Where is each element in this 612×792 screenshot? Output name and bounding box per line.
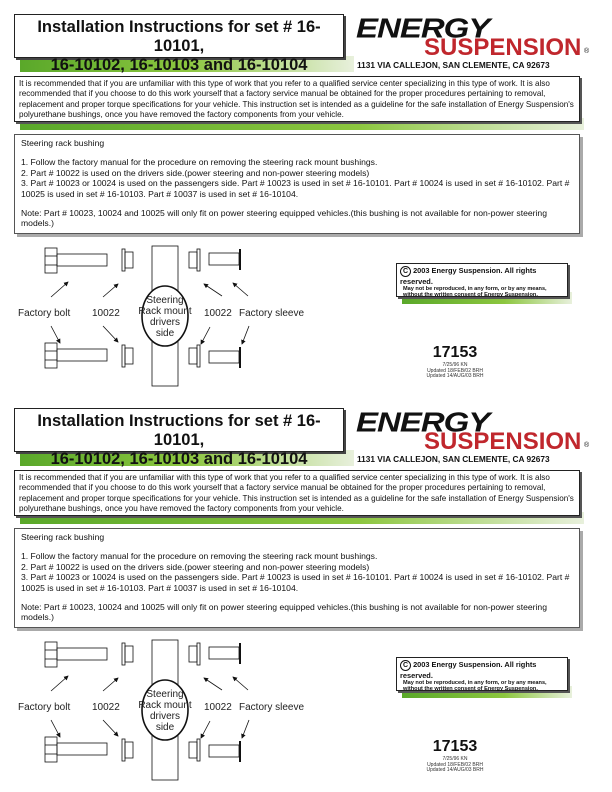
label-part-left: 10022 [92, 308, 120, 319]
bushing-10022-left [122, 249, 133, 367]
logo-word-energy: ENERGY [356, 12, 490, 44]
part-number: 17153 [432, 738, 478, 755]
registered-mark: ® [584, 442, 590, 449]
factory-bolt-top [45, 642, 107, 667]
copyright-line-2: May not be reproduced, in any form, or by any means, [403, 680, 547, 686]
energy-suspension-logo [356, 12, 596, 62]
title-line-2: 16-10102, 16-10103 and 16-10104 [50, 450, 308, 468]
center-label-1: Steering [146, 295, 184, 306]
label-part-right: 10022 [204, 308, 232, 319]
center-label-2: Rack mount [138, 306, 192, 317]
center-label-2: Rack mount [138, 700, 192, 711]
factory-bolt-top [45, 248, 107, 273]
part-number: 17153 [432, 344, 478, 361]
step-1: 1. Follow the factory manual for the procedure on removing the steering rack mount bushings. [21, 551, 378, 562]
center-label-4: side [155, 722, 175, 733]
instruction-sheet [0, 394, 612, 788]
label-part-right: 10022 [204, 702, 232, 713]
revision-history [400, 757, 510, 774]
revision-3: Updated 14/AUG/03 BRH [426, 373, 484, 380]
center-label-4: side [155, 328, 175, 339]
center-label-3: drivers [149, 711, 181, 722]
note: Note: Part # 10023, 10024 and 10025 will only fit on power steering equipped vehicles.(this bushing is not available for non-power steering models.) [21, 208, 547, 229]
instructions-box [14, 134, 580, 234]
step-2: 2. Part # 10022 is used on the drivers side.(power steering and non-power steering models) [21, 167, 370, 178]
label-factory-sleeve: Factory sleeve [239, 702, 305, 713]
company-address: 1131 VIA CALLEJON, SAN CLEMENTE, CA 92673 [357, 454, 550, 464]
revision-1: 7/25/96 KN [442, 362, 468, 368]
revision-history [400, 363, 510, 380]
section-title: Steering rack bushing [21, 532, 105, 542]
title-line-2: 16-10102, 16-10103 and 16-10104 [50, 56, 308, 74]
revision-1: 7/25/96 KN [442, 756, 468, 762]
copyright-notice [396, 263, 568, 297]
logo-word-suspension: SUSPENSION [424, 34, 582, 61]
section-title: Steering rack bushing [21, 138, 105, 148]
copyright-icon: C [400, 660, 411, 671]
copyright-line-3: without the written consent of Energy Suspension. [403, 686, 538, 693]
step-3: 3. Part # 10023 or 10024 is used on the passengers side. Part # 10023 is used in set # 16-10101. Part # 10024 is used in set # 16-10102. Part # 10025 is used in set # 16-10103. Part # 10037 is used in set # 16-10104. [21, 178, 570, 199]
copyright-line-1: 2003 Energy Suspension. All rights reserved. [400, 660, 537, 680]
revision-2: Updated 18/FEB/02 BRH [427, 367, 483, 374]
intro-disclaimer: It is recommended that if you are unfamiliar with this type of work that you refer to a qualified service center specializing in this type of work. It is also recommended that if you choose to do this work yourself that a factory service manual be obtained for the proper procedures pertaining to removal, replacement and proper torque specifications for your vehicle. This instruction set is intended as a guideline for the safe installation of Energy Suspension's polyurethane bushings, once you have removed the factory components from your vehicle. [14, 470, 580, 516]
exploded-diagram [0, 638, 380, 783]
energy-suspension-logo [356, 406, 596, 456]
bushing-10022-left [122, 643, 133, 761]
center-label-3: drivers [149, 317, 181, 328]
factory-bolt-bottom [45, 343, 107, 368]
logo-word-energy: ENERGY [356, 406, 490, 438]
label-factory-bolt: Factory bolt [18, 308, 71, 319]
registered-mark: ® [584, 48, 590, 55]
copyright-notice [396, 657, 568, 691]
step-1: 1. Follow the factory manual for the procedure on removing the steering rack mount bushings. [21, 157, 378, 168]
step-2: 2. Part # 10022 is used on the drivers side.(power steering and non-power steering models) [21, 561, 370, 572]
page-title [14, 14, 344, 74]
exploded-diagram [0, 244, 380, 389]
copyright-line-3: without the written consent of Energy Suspension. [403, 292, 538, 299]
title-line-1: Installation Instructions for set # 16-10101, [37, 18, 321, 55]
label-factory-bolt: Factory bolt [18, 702, 71, 713]
revision-3: Updated 14/AUG/03 BRH [426, 767, 484, 774]
center-label-1: Steering [146, 689, 184, 700]
label-part-left: 10022 [92, 702, 120, 713]
company-address: 1131 VIA CALLEJON, SAN CLEMENTE, CA 92673 [357, 60, 550, 70]
note: Note: Part # 10023, 10024 and 10025 will only fit on power steering equipped vehicles.(this bushing is not available for non-power steering models.) [21, 602, 547, 623]
copyright-icon: C [400, 266, 411, 277]
label-factory-sleeve: Factory sleeve [239, 308, 305, 319]
intro-disclaimer: It is recommended that if you are unfamiliar with this type of work that you refer to a qualified service center specializing in this type of work. It is also recommended that if you choose to do this work yourself that a factory service manual be obtained for the proper procedures pertaining to removal, replacement and proper torque specifications for your vehicle. This instruction set is intended as a guideline for the safe installation of Energy Suspension's polyurethane bushings, once you have removed the factory components from your vehicle. [14, 76, 580, 122]
title-line-1: Installation Instructions for set # 16-10101, [37, 412, 321, 449]
copyright-line-1: 2003 Energy Suspension. All rights reserved. [400, 266, 537, 286]
copyright-line-2: May not be reproduced, in any form, or by any means, [403, 286, 547, 292]
page-title [14, 408, 344, 468]
instructions-box [14, 528, 580, 628]
logo-word-suspension: SUSPENSION [424, 428, 582, 455]
factory-bolt-bottom [45, 737, 107, 762]
revision-2: Updated 18/FEB/02 BRH [427, 761, 483, 768]
step-3: 3. Part # 10023 or 10024 is used on the passengers side. Part # 10023 is used in set # 16-10101. Part # 10024 is used in set # 16-10102. Part # 10025 is used in set # 16-10103. Part # 10037 is used in set # 16-10104. [21, 572, 570, 593]
instruction-sheet [0, 0, 612, 394]
